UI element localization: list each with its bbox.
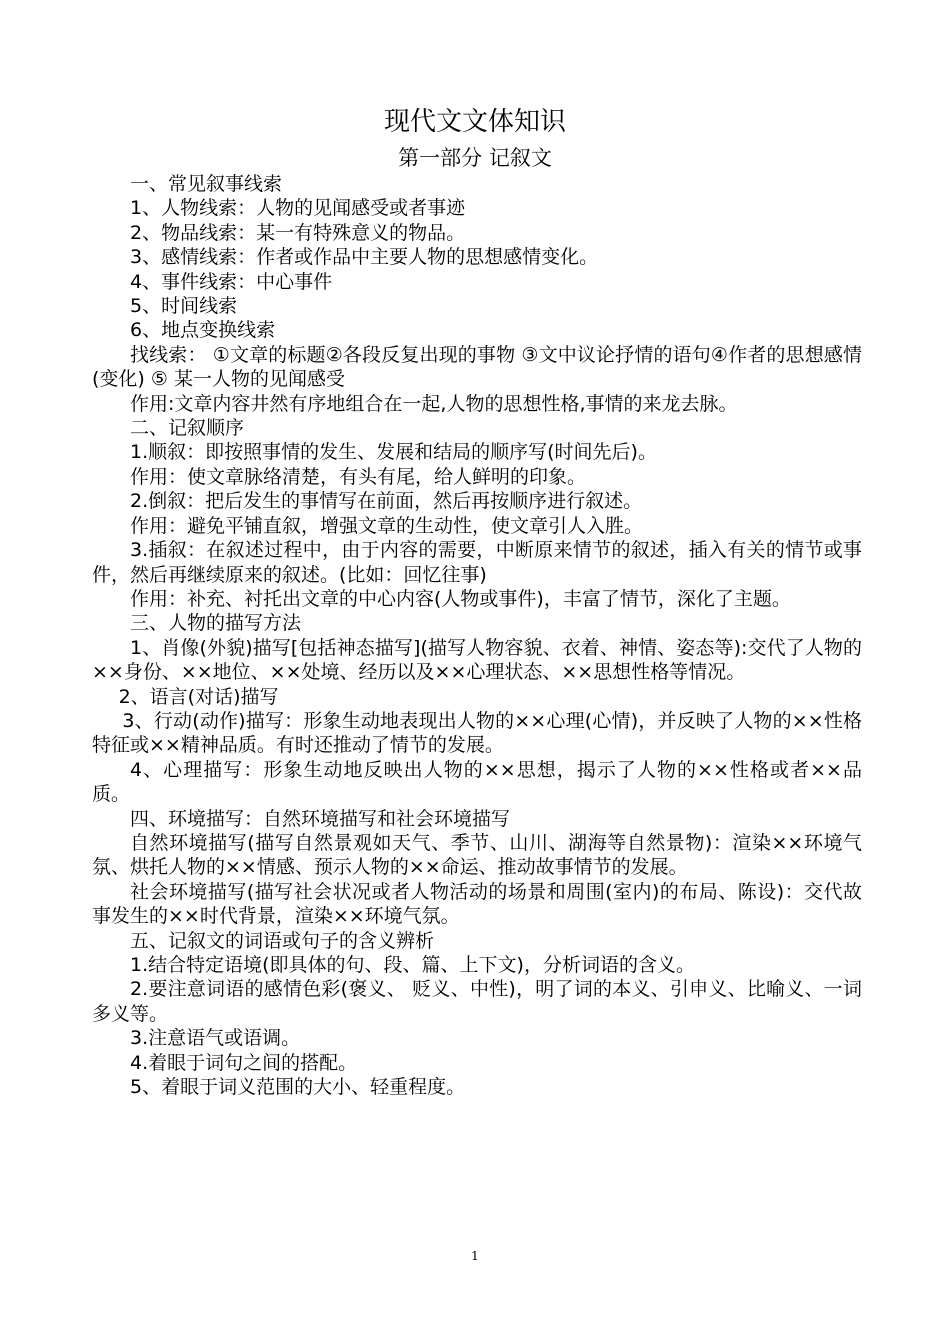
paragraph: 作用：补充、衬托出文章的中心内容(人物或事件)，丰富了情节，深化了主题。 — [130, 587, 791, 610]
list-item: 3.插叙：在叙述过程中，由于内容的需要，中断原来情节的叙述，插入有关的情节或事件，然后再继续原来的叙述。(比如：回忆往事) — [92, 539, 862, 586]
list-item: 1.结合特定语境(即具体的句、段、篇、上下文)，分析词语的含义。 — [130, 954, 695, 976]
list-item: 6、地点变换线索 — [130, 319, 276, 342]
list-item: 1、肖像(外貌)描写[包括神态描写](描写人物容貌、衣着、神情、姿态等):交代了人物的××身份、××地位、××处境、经历以及××心理状态、××思想性格等情况。 — [92, 636, 862, 684]
paragraph: 找线索： ①文章的标题②各段反复出现的事物 ③文中议论抒情的语句④作者的思想感情(变化) ⑤ 某一人物的见闻感受 — [92, 343, 862, 391]
list-item: 3.注意语气或语调。 — [130, 1027, 301, 1050]
list-item: 2、语言(对话)描写 — [118, 685, 279, 708]
list-item: 3、感情线索：作者或作品中主要人物的思想感情变化。 — [130, 246, 599, 269]
heading-narrative-order: 二、记叙顺序 — [130, 417, 245, 440]
list-item: 2.倒叙：把后发生的事情写在前面，然后再按顺序进行叙述。 — [130, 490, 643, 513]
list-item: 4、心理描写：形象生动地反映出人物的××思想，揭示了人物的××性格或者××品质。 — [92, 758, 862, 806]
list-item: 1.顺叙：即按照事情的发生、发展和结局的顺序写(时间先后)。 — [130, 441, 657, 464]
paragraph: 社会环境描写(描写社会状况或者人物活动的场景和周围(室内)的布局、陈设)：交代故事发生的××时代背景，渲染××环境气氛。 — [92, 880, 862, 928]
list-item: 5、时间线索 — [130, 295, 238, 318]
heading-environment-description: 四、环境描写：自然环境描写和社会环境描写 — [130, 807, 511, 830]
list-item: 2.要注意词语的感情色彩(褒义、 贬义、中性)，明了词的本义、引申义、比喻义、一词多义等。 — [92, 978, 862, 1025]
paragraph: 作用：使文章脉络清楚，有头有尾，给人鲜明的印象。 — [130, 465, 587, 488]
page-number: 1 — [471, 1249, 479, 1263]
list-item: 4、事件线索：中心事件 — [130, 270, 333, 293]
heading-narrative-clues: 一、常见叙事线索 — [130, 173, 283, 195]
list-item: 5、着眼于词义范围的大小、轻重程度。 — [130, 1076, 466, 1099]
section-title: 第一部分 记叙文 — [398, 146, 552, 170]
list-item: 1、人物线索：人物的见闻感受或者事迹 — [130, 197, 466, 220]
document-title: 现代文文体知识 — [383, 107, 566, 137]
list-item: 2、物品线索：某一有特殊意义的物品。 — [130, 221, 466, 244]
list-item: 4.着眼于词句之间的搭配。 — [130, 1051, 358, 1074]
heading-character-description: 三、人物的描写方法 — [130, 612, 302, 635]
list-item: 3、行动(动作)描写：形象生动地表现出人物的××心理(心情)，并反映了人物的××性格特征或××精神品质。有时还推动了情节的发展。 — [92, 709, 862, 757]
heading-word-meaning: 五、记叙文的词语或句子的含义辨析 — [130, 929, 435, 952]
paragraph: 自然环境描写(描写自然景观如天气、季节、山川、湖海等自然景物)：渲染××环境气氛、烘托人物的××情感、预示人物的××命运、推动故事情节的发展。 — [92, 831, 862, 879]
paragraph: 作用：避免平铺直叙，增强文章的生动性，使文章引人入胜。 — [130, 514, 644, 537]
paragraph: 作用:文章内容井然有序地组合在一起,人物的思想性格,事情的来龙去脉。 — [130, 392, 738, 415]
document-body — [92, 172, 862, 1099]
